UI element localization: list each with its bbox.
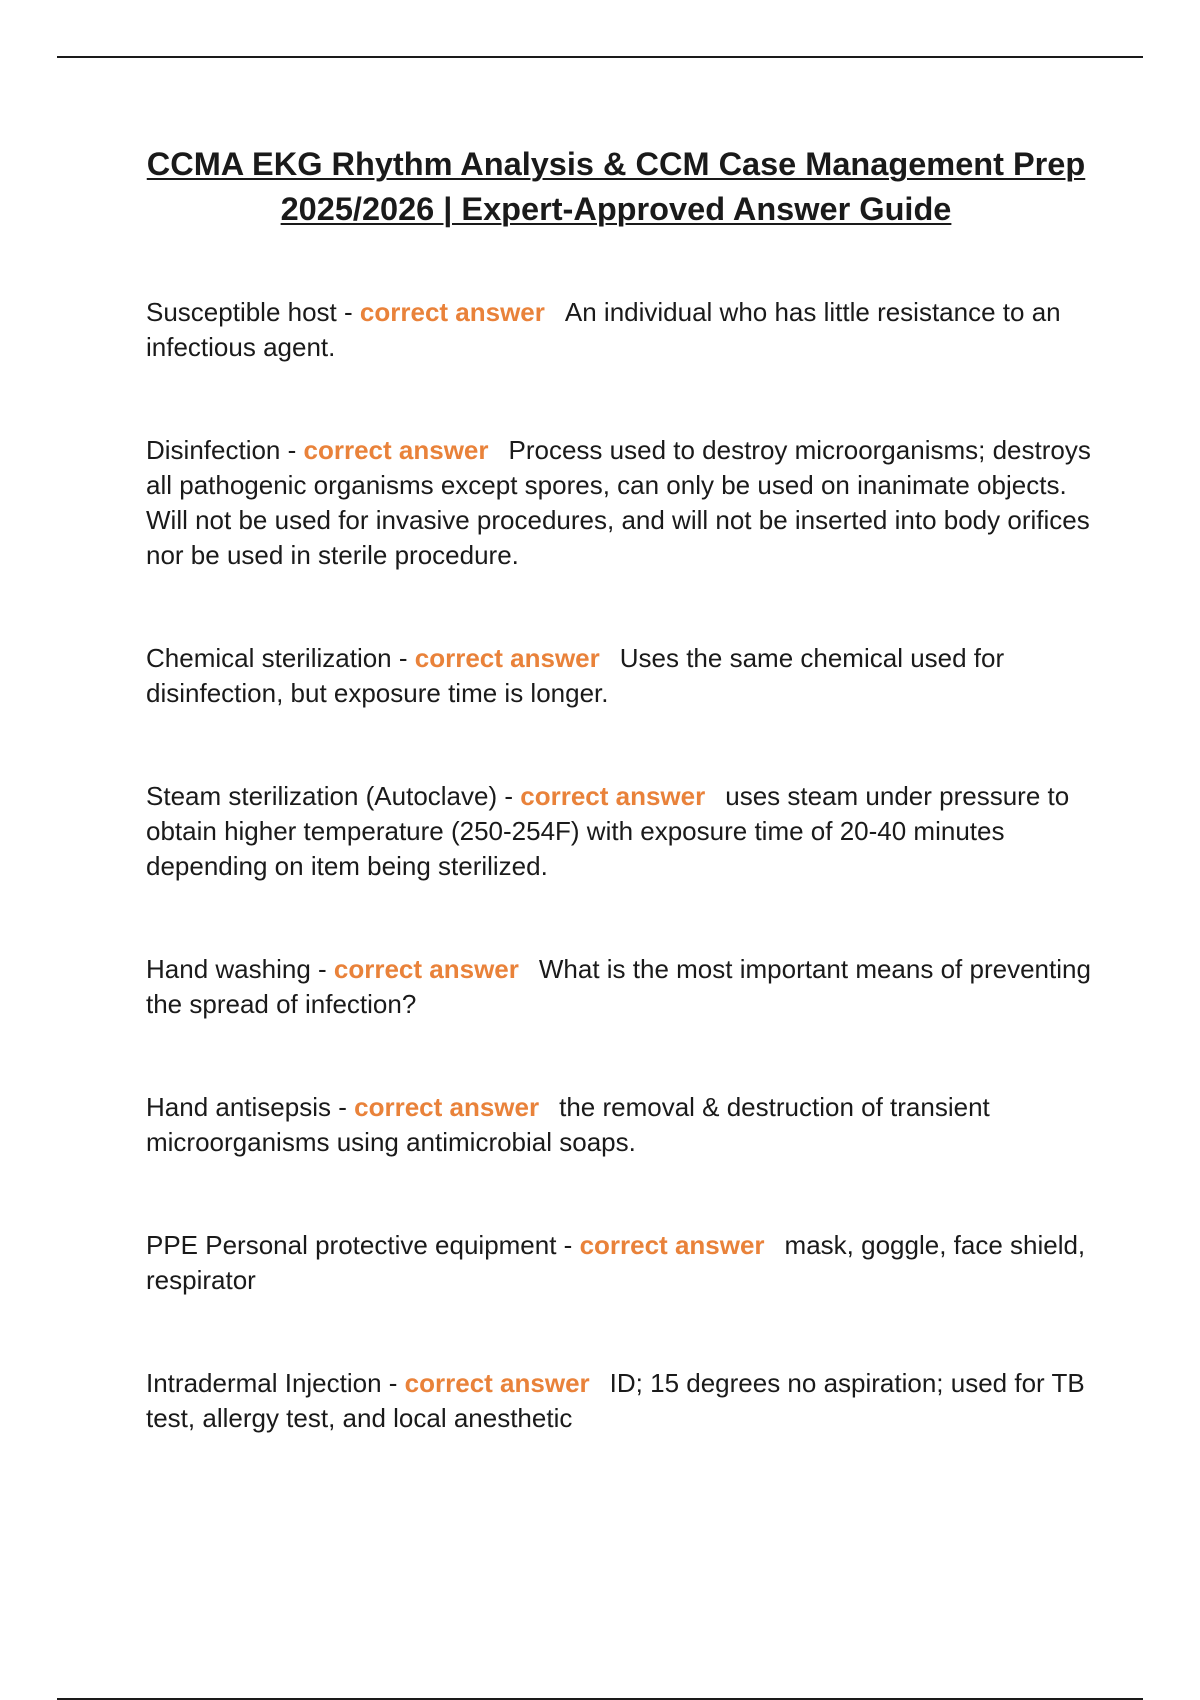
correct-answer-label: correct answer	[404, 1368, 590, 1398]
qa-separator: -	[310, 954, 334, 984]
qa-term: Susceptible host	[146, 297, 337, 327]
correct-answer-label: correct answer	[354, 1092, 540, 1122]
qa-separator: -	[391, 643, 415, 673]
correct-answer-label: correct answer	[359, 297, 545, 327]
qa-separator: -	[280, 435, 304, 465]
correct-answer-label: correct answer	[303, 435, 489, 465]
top-rule	[57, 56, 1143, 58]
qa-definition: the removal & destruction of transient microorganisms using antimicrobial soaps.	[146, 1092, 990, 1157]
qa-item	[146, 779, 1096, 884]
qa-term: Steam sterilization (Autoclave)	[146, 781, 498, 811]
qa-item	[146, 295, 1096, 365]
qa-term: Hand washing	[146, 954, 311, 984]
qa-term: Hand antisepsis	[146, 1092, 331, 1122]
qa-definition: An individual who has little resistance to an infectious agent.	[146, 297, 1061, 362]
qa-definition: Uses the same chemical used for disinfection, but exposure time is longer.	[146, 643, 1005, 708]
qa-term: Disinfection	[146, 435, 281, 465]
qa-separator: -	[556, 1230, 580, 1260]
qa-definition: uses steam under pressure to obtain higher temperature (250-254F) with exposure time of 20-40 minutes depending on item being sterilized.	[146, 781, 1070, 881]
qa-item	[146, 1228, 1096, 1298]
qa-item	[146, 952, 1096, 1022]
correct-answer-label: correct answer	[333, 954, 519, 984]
qa-item	[146, 641, 1096, 711]
correct-answer-label: correct answer	[414, 643, 600, 673]
correct-answer-label: correct answer	[520, 781, 706, 811]
qa-item	[146, 1090, 1096, 1160]
qa-item	[146, 1366, 1096, 1436]
correct-answer-label: correct answer	[579, 1230, 765, 1260]
qa-definition: mask, goggle, face shield, respirator	[146, 1230, 1086, 1295]
qa-list	[146, 295, 1096, 1504]
qa-item	[146, 433, 1096, 573]
qa-separator: -	[497, 781, 521, 811]
qa-separator: -	[381, 1368, 405, 1398]
qa-term: PPE Personal protective equipment	[146, 1230, 557, 1260]
qa-term: Chemical sterilization	[146, 643, 392, 673]
qa-definition: What is the most important means of preventing the spread of infection?	[146, 954, 1091, 1019]
qa-definition: ID; 15 degrees no aspiration; used for TB test, allergy test, and local anesthetic	[146, 1368, 1085, 1433]
qa-definition: Process used to destroy microorganisms; destroys all pathogenic organisms except spores, can only be used on inanimate objects. Will not be used for invasive procedures, and will not be inserted into body orifices nor be used in sterile procedure.	[146, 435, 1091, 570]
page-title: CCMA EKG Rhythm Analysis & CCM Case Management Prep 2025/2026 | Expert-Approved Answer Guide	[146, 146, 1086, 227]
qa-separator: -	[336, 297, 360, 327]
qa-separator: -	[331, 1092, 355, 1122]
qa-term: Intradermal Injection	[146, 1368, 382, 1398]
